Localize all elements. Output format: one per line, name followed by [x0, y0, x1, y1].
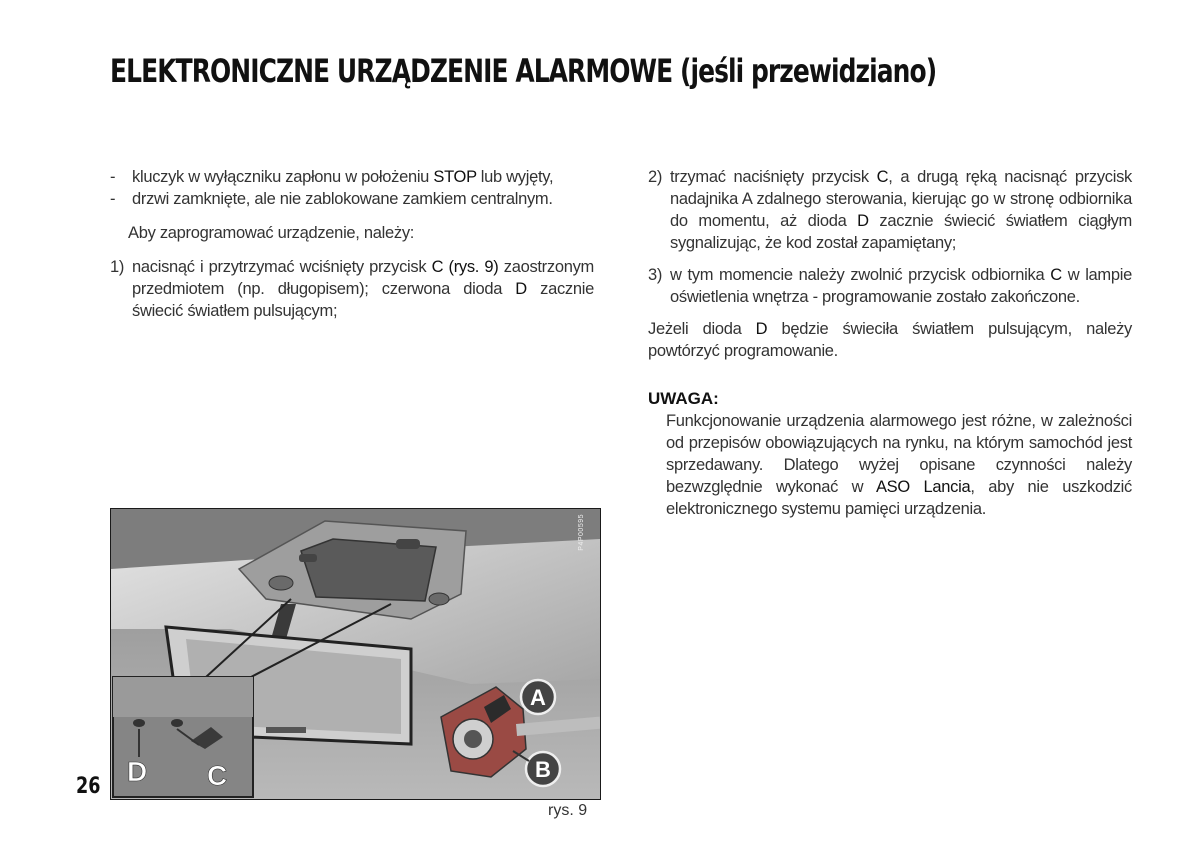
step-2: 2) trzymać naciśnięty przycisk C, a drugą ręką nacisnąć przycisk nadajnika A zdalnego sterowania, kierując go w stronę odbiornika do momentu, aż dioda D zacznie świecić światłem ciągłym sygnalizując, że kod został zapamiętany;: [648, 168, 1133, 252]
stop-keyword: STOP: [433, 168, 477, 186]
figure-code: P4P00595: [578, 514, 585, 551]
svg-text:A: A: [530, 685, 546, 710]
left-column: [110, 166, 594, 322]
service-name: ASO Lancia: [875, 478, 971, 496]
programming-intro: Aby zaprogramować urządzenie, należy:: [128, 224, 415, 242]
warning-heading: UWAGA:: [648, 389, 719, 408]
figure-9: [110, 508, 601, 800]
condition-ignition: - kluczyk w wyłączniku zapłonu w położeniu STOP lub wyjęty,: [110, 166, 594, 188]
figure-reference: (rys. 9): [448, 258, 499, 276]
label-c: C: [207, 760, 228, 791]
label-b-badge: [526, 752, 560, 786]
label-a-badge: [521, 680, 555, 714]
warning-text: Funkcjonowanie urządzenia alarmowego jest różne, w zależności od przepisów obowiązujących na rynku, na którym samochód jest sprzedawany. Dlatego wyżej opisane czynności należy bezwzględnie wykonać w ASO Lancia, aby nie uszkodzić elektronicznego systemu pamięci urządzenia.: [666, 412, 1132, 518]
retry-paragraph: Jeżeli dioda D będzie świeciła światłem pulsującym, należy powtórzyć programowanie.: [648, 320, 1132, 360]
button-c-indicator: [171, 719, 183, 727]
condition-doors: - drzwi zamknięte, ale nie zablokowane zamkiem centralnym.: [110, 188, 594, 210]
step-1-number: 1): [110, 258, 125, 276]
right-column: [648, 166, 1132, 520]
page-number: 26: [76, 774, 101, 799]
svg-text:B: B: [535, 757, 551, 782]
step-2-number: 2): [648, 168, 663, 186]
step-3-number: 3): [648, 266, 663, 284]
step-1: 1) nacisnąć i przytrzymać wciśnięty przycisk C (rys. 9) zaostrzonym przedmiotem (np. długopisem); czerwona dioda D zacznie świecić światłem pulsującym;: [110, 258, 594, 320]
figure-caption: rys. 9: [548, 802, 588, 819]
interior-lamp-illustration: [111, 509, 600, 799]
led-d-indicator: [133, 719, 145, 727]
page-title: ELEKTRONICZNE URZĄDZENIE ALARMOWE (jeśli przewidziano): [110, 52, 937, 90]
label-d: D: [127, 756, 148, 787]
step-3: 3) w tym momencie należy zwolnić przycisk odbiornika C w lampie oświetlenia wnętrza - programowanie zostało zakończone.: [648, 266, 1132, 306]
